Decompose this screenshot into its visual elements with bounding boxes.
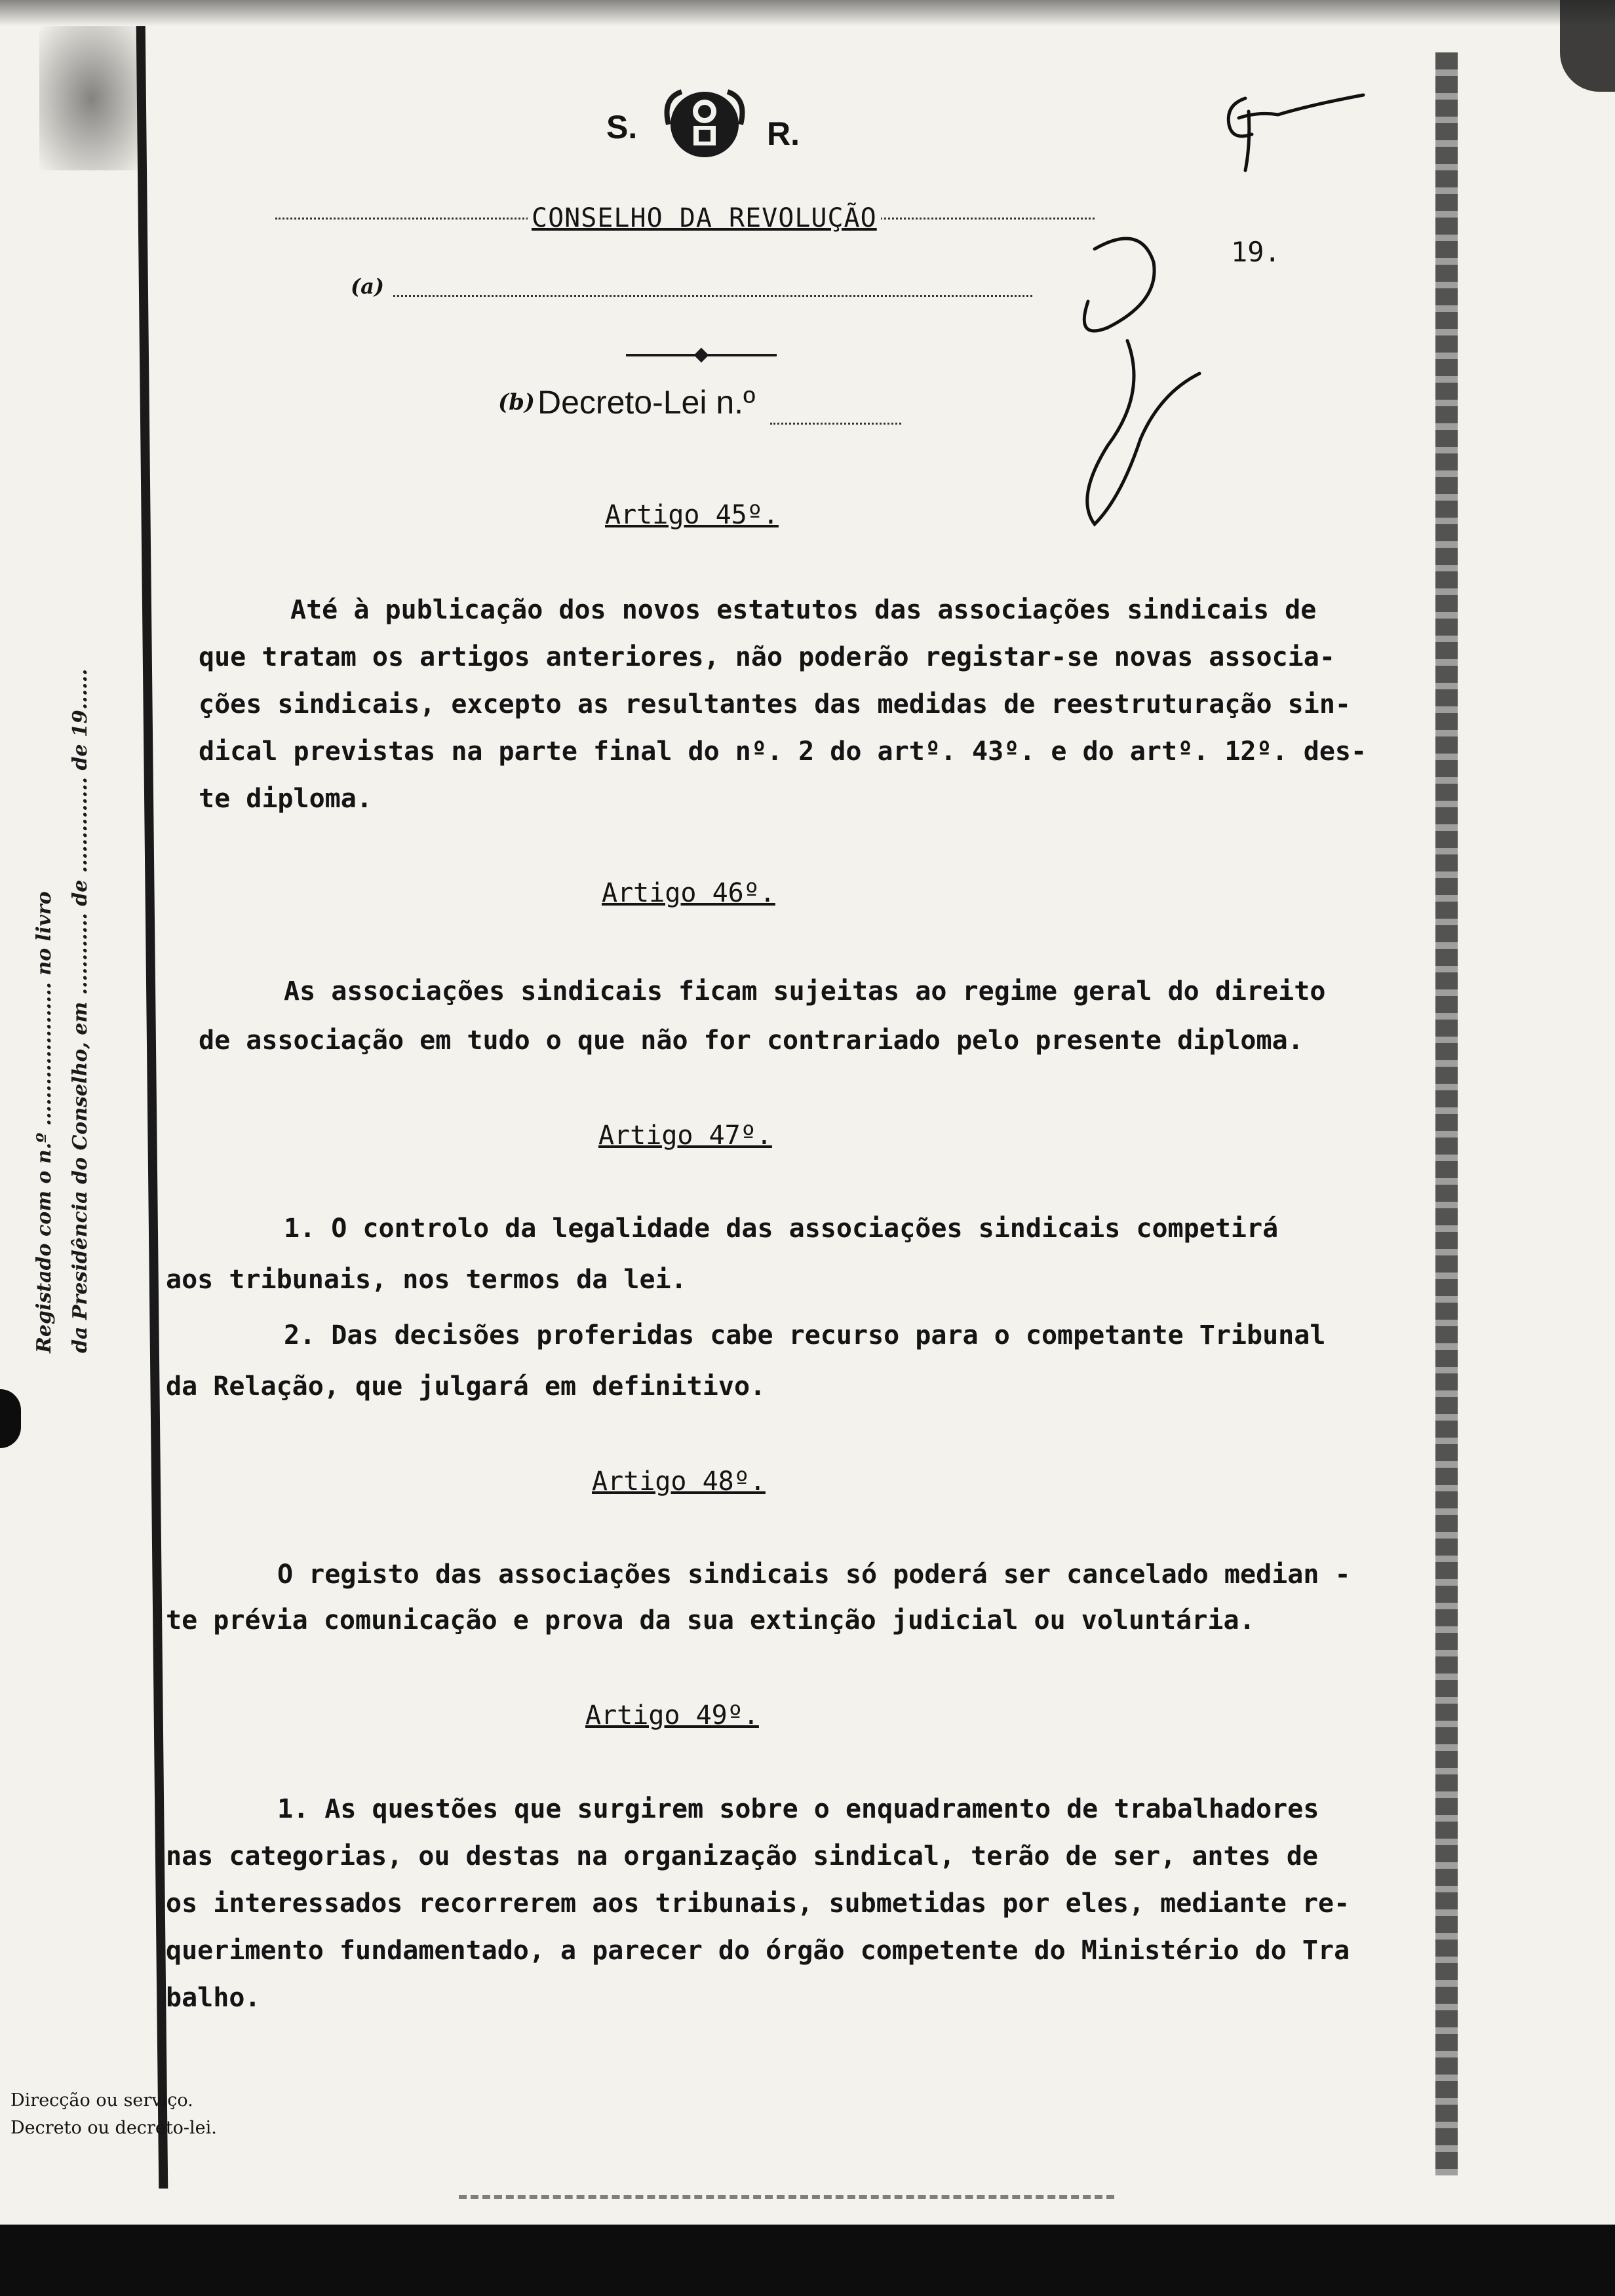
article-46-line-1: As associações sindicais ficam sujeitas ao regime geral do direito — [284, 976, 1326, 1006]
coat-of-arms-seal-icon — [662, 85, 747, 164]
article-45-line-1: Até à publicação dos novos estatutos das associações sindicais de — [290, 595, 1317, 625]
letterhead-s: S. — [606, 109, 638, 145]
scan-shadow-top — [0, 0, 1615, 26]
margin-note-line-1: Registado com o n.º ..................... no livro — [33, 891, 56, 1353]
handwritten-signature — [1049, 223, 1245, 564]
article-49-line-1: 1. As questões que surgirem sobre o enquadramento de trabalhadores — [277, 1794, 1319, 1824]
field-a-dotted-line — [393, 295, 1032, 297]
article-48-title: Artigo 48º. — [592, 1466, 766, 1497]
article-47-line-2: aos tribunais, nos termos da lei. — [166, 1265, 687, 1295]
ornament-diamond-icon — [694, 348, 709, 363]
page-number: 19. — [1231, 236, 1281, 268]
article-48-line-2: te prévia comunicação e prova da sua extinção judicial ou voluntária. — [166, 1605, 1255, 1636]
scan-smudge — [39, 26, 144, 170]
article-49-line-5: balho. — [166, 1983, 261, 2013]
article-49-line-4: querimento fundamentado, a parecer do órgão competente do Ministério do Tra — [166, 1936, 1350, 1966]
organization-name: CONSELHO DA REVOLUÇÃO — [528, 203, 881, 233]
handwritten-initials — [1199, 79, 1383, 177]
article-46-title: Artigo 46º. — [602, 878, 775, 908]
article-45-line-4: dical previstas na parte final do nº. 2 do artº. 43º. e do artº. 12º. des- — [199, 737, 1367, 767]
article-47-line-1: 1. O controlo da legalidade das associações sindicais competirá — [284, 1214, 1279, 1244]
margin-note-line-2: da Presidência do Conselho, em ............ de .............. de 19...... — [69, 668, 92, 1353]
article-45-title: Artigo 45º. — [605, 500, 779, 530]
footnote-b: Decreto ou decreto-lei. — [10, 2118, 217, 2138]
footnote-a: Direcção ou serviço. — [10, 2090, 193, 2111]
field-a-label: (a) — [351, 274, 385, 299]
article-45-line-3: ções sindicais, excepto as resultantes das medidas de reestruturação sin- — [199, 689, 1351, 719]
page-right-border — [1435, 52, 1458, 2175]
article-48-line-1: O registo das associações sindicais só poderá ser cancelado median - — [277, 1559, 1351, 1590]
decreto-number-dotted-line — [770, 423, 901, 425]
article-49-line-3: os interessados recorrerem aos tribunais, submetidas por eles, mediante re- — [166, 1888, 1350, 1919]
article-47-line-4: da Relação, que julgará em definitivo. — [166, 1371, 766, 1402]
margin-registry-note — [33, 567, 92, 1353]
article-47-title: Artigo 47º. — [598, 1120, 772, 1151]
article-45-line-5: te diploma. — [199, 784, 372, 814]
scan-shadow-bottom — [0, 2225, 1615, 2296]
decreto-lei-label: Decreto-Lei n.º — [537, 384, 756, 421]
article-47-line-3: 2. Das decisões proferidas cabe recurso para o competante Tribunal — [284, 1320, 1326, 1350]
field-b-label: (b) — [498, 389, 535, 415]
article-46-line-2: de associação em tudo o que não for contrariado pelo presente diploma. — [199, 1025, 1304, 1056]
scan-edge-corner — [1560, 0, 1615, 92]
article-49-line-2: nas categorias, ou destas na organização sindical, terão de ser, antes de — [166, 1841, 1318, 1871]
article-45-line-2: que tratam os artigos anteriores, não poderão registar-se novas associa- — [199, 642, 1335, 672]
binding-hole — [0, 1389, 21, 1448]
letterhead-r: R. — [767, 115, 800, 152]
article-49-title: Artigo 49º. — [585, 1700, 759, 1731]
page-left-border — [136, 26, 168, 2189]
scan-bottom-marks — [459, 2195, 1114, 2203]
